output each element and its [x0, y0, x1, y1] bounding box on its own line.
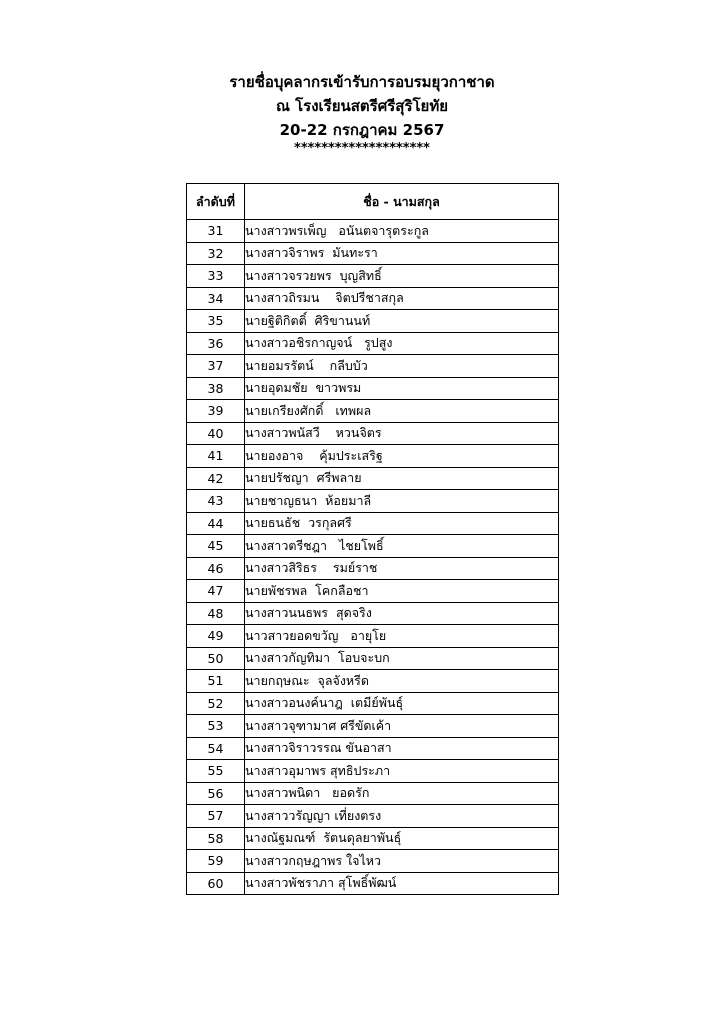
table-row [187, 242, 559, 265]
row-full-name: นายฐิติกิตติ์ ศิริขานนท์ [245, 310, 559, 333]
row-full-name: นางสาววรัญญา เที่ยงตรง [245, 805, 559, 828]
table-row [187, 805, 559, 828]
row-full-name: นางสาวนนธพร สุดจริง [245, 602, 559, 625]
table-header-row [187, 184, 559, 220]
row-number: 42 [187, 467, 245, 490]
row-full-name: นางสาวพรเพ็ญ อนันตจารุตระกูล [245, 220, 559, 243]
row-number: 55 [187, 760, 245, 783]
row-full-name: นางสาวตรีชฎา ไชยโพธิ์ [245, 535, 559, 558]
row-number: 45 [187, 535, 245, 558]
table-row [187, 625, 559, 648]
roster-table [186, 183, 559, 895]
table-row [187, 670, 559, 693]
row-number: 58 [187, 827, 245, 850]
table-row [187, 827, 559, 850]
row-full-name: นางสาวสิริธร รมย์ราช [245, 557, 559, 580]
table-row [187, 692, 559, 715]
row-number: 32 [187, 242, 245, 265]
table-row [187, 782, 559, 805]
row-full-name: นายเกรียงศักดิ์ เทพผล [245, 400, 559, 423]
row-full-name: นางสาวพัชราภา สุโพธิ์พัฒน์ [245, 872, 559, 895]
document-title: รายชื่อบุคลากรเข้ารับการอบรมยุวกาชาด [229, 73, 495, 91]
row-full-name: นายชาญธนา ห้อยมาลี [245, 490, 559, 513]
row-number: 47 [187, 580, 245, 603]
column-header-number: ลำดับที่ [187, 184, 245, 220]
table-row [187, 715, 559, 738]
table-row [187, 310, 559, 333]
table-row [187, 737, 559, 760]
table-row [187, 355, 559, 378]
row-number: 41 [187, 445, 245, 468]
table-row [187, 287, 559, 310]
row-number: 44 [187, 512, 245, 535]
row-full-name: นายกฤษณะ จุลจังหรีด [245, 670, 559, 693]
row-full-name: นางสาวจุฑามาศ ศรีขัดเค้า [245, 715, 559, 738]
row-number: 40 [187, 422, 245, 445]
table-row [187, 872, 559, 895]
row-number: 53 [187, 715, 245, 738]
school-name: ณ โรงเรียนสตรีศรีสุริโยทัย [275, 97, 449, 115]
row-full-name: นางสาวกฤษฎาพร ใจไหว [245, 850, 559, 873]
table-row [187, 557, 559, 580]
row-number: 50 [187, 647, 245, 670]
column-header-name: ชื่อ - นามสกุล [245, 184, 559, 220]
row-full-name: นางสาวอนงค์นาฎ เตมีย์พันธุ์ [245, 692, 559, 715]
row-number: 57 [187, 805, 245, 828]
row-number: 35 [187, 310, 245, 333]
row-full-name: นายอมรรัตน์ กลีบบัว [245, 355, 559, 378]
table-row [187, 467, 559, 490]
row-number: 43 [187, 490, 245, 513]
row-full-name: นางสาวอุมาพร สุทธิประภา [245, 760, 559, 783]
row-full-name: นางสาวจิราพร มันทะรา [245, 242, 559, 265]
row-full-name: นายธนธัช วรกุลศรี [245, 512, 559, 535]
document-header [0, 70, 724, 156]
row-full-name: นายองอาจ คุ้มประเสริฐ [245, 445, 559, 468]
table-row [187, 850, 559, 873]
row-number: 54 [187, 737, 245, 760]
table-row [187, 332, 559, 355]
row-number: 60 [187, 872, 245, 895]
row-full-name: นาวสาวยอดขวัญ อายุโย [245, 625, 559, 648]
table-row [187, 265, 559, 288]
row-full-name: นางสาวอชิรกาญจน์ รูปสูง [245, 332, 559, 355]
table-row [187, 647, 559, 670]
table-row [187, 512, 559, 535]
row-number: 51 [187, 670, 245, 693]
row-number: 59 [187, 850, 245, 873]
row-number: 31 [187, 220, 245, 243]
roster-body [187, 220, 559, 895]
row-number: 49 [187, 625, 245, 648]
table-row [187, 535, 559, 558]
training-dates: 20-22 กรกฎาคม 2567 [279, 121, 445, 139]
row-number: 48 [187, 602, 245, 625]
table-row [187, 580, 559, 603]
row-full-name: นางณัฐมณฑ์ รัตนดุลยาพันธุ์ [245, 827, 559, 850]
row-full-name: นางสาวพนิดา ยอดรัก [245, 782, 559, 805]
table-row [187, 422, 559, 445]
row-number: 52 [187, 692, 245, 715]
row-full-name: นางสาวกัญทิมา โอบจะบก [245, 647, 559, 670]
star-divider: ******************** [294, 141, 430, 156]
row-number: 36 [187, 332, 245, 355]
row-full-name: นายพัชรพล โคกลือชา [245, 580, 559, 603]
row-full-name: นายอุดมชัย ขาวพรม [245, 377, 559, 400]
row-full-name: นายปรัชญา ศรีพลาย [245, 467, 559, 490]
table-row [187, 220, 559, 243]
table-row [187, 400, 559, 423]
table-row [187, 760, 559, 783]
row-number: 39 [187, 400, 245, 423]
row-number: 37 [187, 355, 245, 378]
row-full-name: นางสาวถิรมน จิตปรีชาสกุล [245, 287, 559, 310]
row-number: 56 [187, 782, 245, 805]
table-row [187, 490, 559, 513]
row-number: 34 [187, 287, 245, 310]
table-row [187, 445, 559, 468]
table-row [187, 602, 559, 625]
row-number: 33 [187, 265, 245, 288]
row-full-name: นางสาวจิราวรรณ ขันอาสา [245, 737, 559, 760]
table-row [187, 377, 559, 400]
row-number: 38 [187, 377, 245, 400]
row-full-name: นางสาวจรวยพร บุญสิทธิ์ [245, 265, 559, 288]
row-number: 46 [187, 557, 245, 580]
row-full-name: นางสาวพนัสวี หวนจิตร [245, 422, 559, 445]
